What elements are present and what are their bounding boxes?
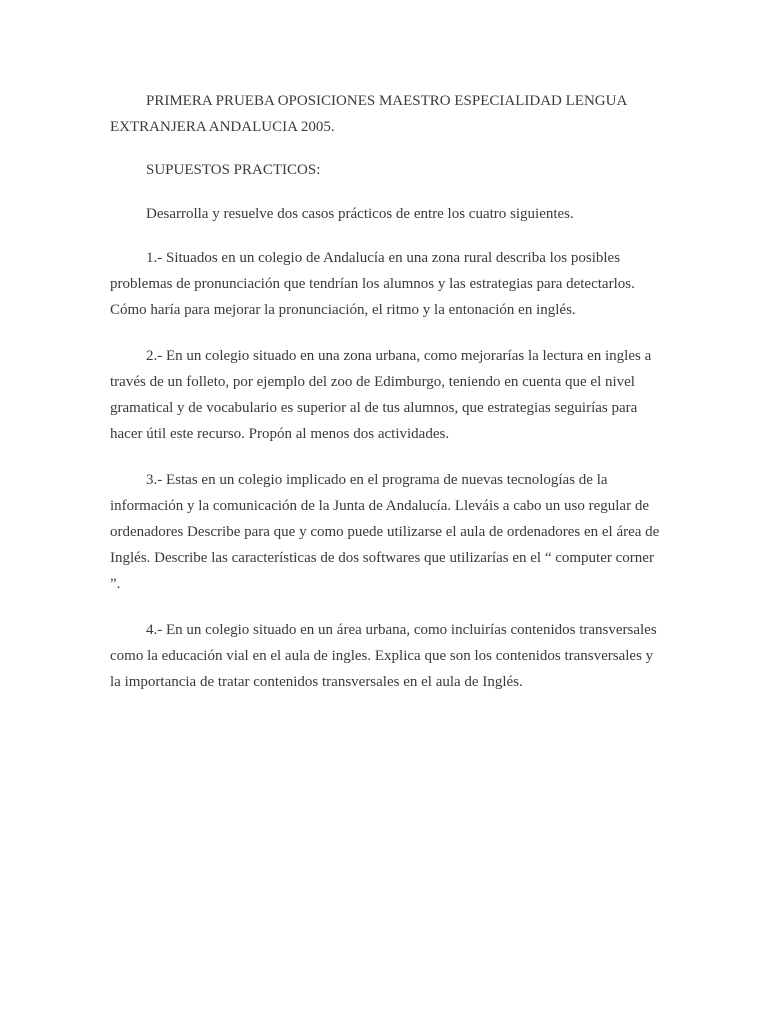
case-paragraph-1: 1.- Situados en un colegio de Andalucía en una zona rural describa los posibles problemas de pronunciación que tendrían los alumnos y las estrategias para detectarlos. Cómo haría para mejorar la pronunciación, el ritmo y la entonación en inglés. xyxy=(110,250,635,318)
case-paragraph-3: 3.- Estas en un colegio implicado en el programa de nuevas tecnologías de la información y la comunicación de la Junta de Andalucía. Lleváis a cabo un uso regular de ordenadores Describe para que y como puede utilizarse el aula de ordenadores en el área de Inglés. Describe las características de dos softwares que utilizarías en el “ computer corner ”. xyxy=(110,472,660,592)
case-paragraph-4: 4.- En un colegio situado en un área urbana, como incluirías contenidos transversales como la educación vial en el aula de ingles. Explica que son los contenidos transversales y la importancia de tratar contenidos transversales en el aula de Inglés. xyxy=(110,622,657,690)
document-title: PRIMERA PRUEBA OPOSICIONES MAESTRO ESPECIALIDAD LENGUA EXTRANJERA ANDALUCIA 2005. xyxy=(110,93,627,135)
document-body xyxy=(110,88,662,715)
section-heading: SUPUESTOS PRACTICOS: xyxy=(146,162,321,178)
instructions-paragraph: Desarrolla y resuelve dos casos prácticos de entre los cuatro siguientes. xyxy=(146,206,574,222)
case-paragraph-2: 2.- En un colegio situado en una zona urbana, como mejorarías la lectura en ingles a través de un folleto, por ejemplo del zoo de Edimburgo, teniendo en cuenta que el nivel gramatical y de vocabulario es superior al de tus alumnos, que estrategias seguirías para hacer útil este recurso. Propón al menos dos actividades. xyxy=(110,348,652,442)
